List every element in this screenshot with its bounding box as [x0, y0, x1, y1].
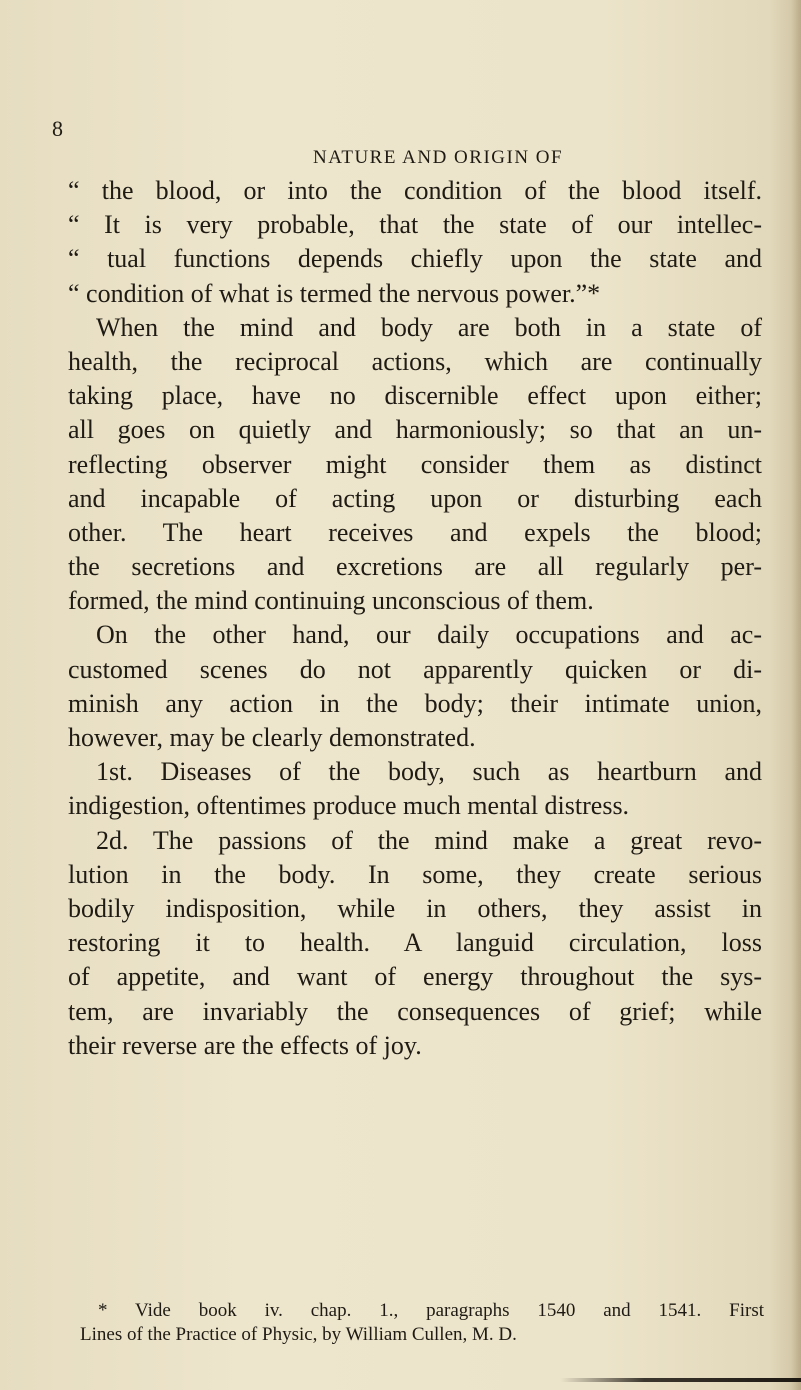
footnote-line: Lines of the Practice of Physic, by William Cullen, M. D.	[80, 1324, 517, 1345]
footnote	[80, 1299, 764, 1347]
text-line: bodily indisposition, while in others, they assist in	[68, 893, 762, 923]
text-line: and incapable of acting upon or disturbing each	[68, 483, 762, 513]
text-line: On the other hand, our daily occupations and ac-	[96, 620, 762, 650]
body-text	[68, 174, 762, 1063]
running-head: NATURE AND ORIGIN OF	[313, 147, 564, 168]
text-line: When the mind and body are both in a state of	[96, 312, 762, 342]
text-line: “ the blood, or into the condition of the blood itself.	[68, 176, 762, 205]
text-line: “ condition of what is termed the nervous power.”*	[68, 278, 601, 308]
text-line: reflecting observer might consider them as distinct	[68, 449, 762, 479]
text-line: all goes on quietly and harmoniously; so that an un-	[68, 415, 762, 445]
text-line: health, the reciprocal actions, which are continually	[68, 346, 762, 376]
text-line: however, may be clearly demonstrated.	[68, 723, 476, 752]
text-line: formed, the mind continuing unconscious of them.	[68, 586, 594, 616]
text-line: restoring it to health. A languid circulation, loss	[68, 928, 762, 958]
text-line: “ tual functions depends chiefly upon the state and	[68, 244, 762, 274]
text-line: taking place, have no discernible effect upon either;	[68, 381, 762, 411]
text-line: 2d. The passions of the mind make a great revo-	[96, 825, 762, 855]
footnote-line: * Vide book iv. chap. 1., paragraphs 1540 and 1541. First	[98, 1300, 764, 1321]
text-line: of appetite, and want of energy throughout the sys-	[68, 962, 762, 992]
page-edge-shadow	[791, 0, 801, 1390]
text-line: their reverse are the effects of joy.	[68, 1030, 422, 1060]
bottom-rule	[560, 1378, 801, 1382]
text-line: tem, are invariably the consequences of grief; while	[68, 996, 762, 1026]
text-line: the secretions and excretions are all regularly per-	[68, 552, 762, 582]
text-line: indigestion, oftentimes produce much mental distress.	[68, 791, 630, 821]
page-number: 8	[52, 116, 63, 141]
text-line: lution in the body. In some, they create serious	[68, 859, 762, 889]
text-line: “ It is very probable, that the state of our intellec-	[68, 210, 762, 240]
text-line: customed scenes do not apparently quicken or di-	[68, 654, 762, 684]
text-line: other. The heart receives and expels the blood;	[68, 517, 762, 547]
text-line: minish any action in the body; their intimate union,	[68, 688, 762, 718]
text-line: 1st. Diseases of the body, such as heartburn and	[96, 757, 762, 787]
